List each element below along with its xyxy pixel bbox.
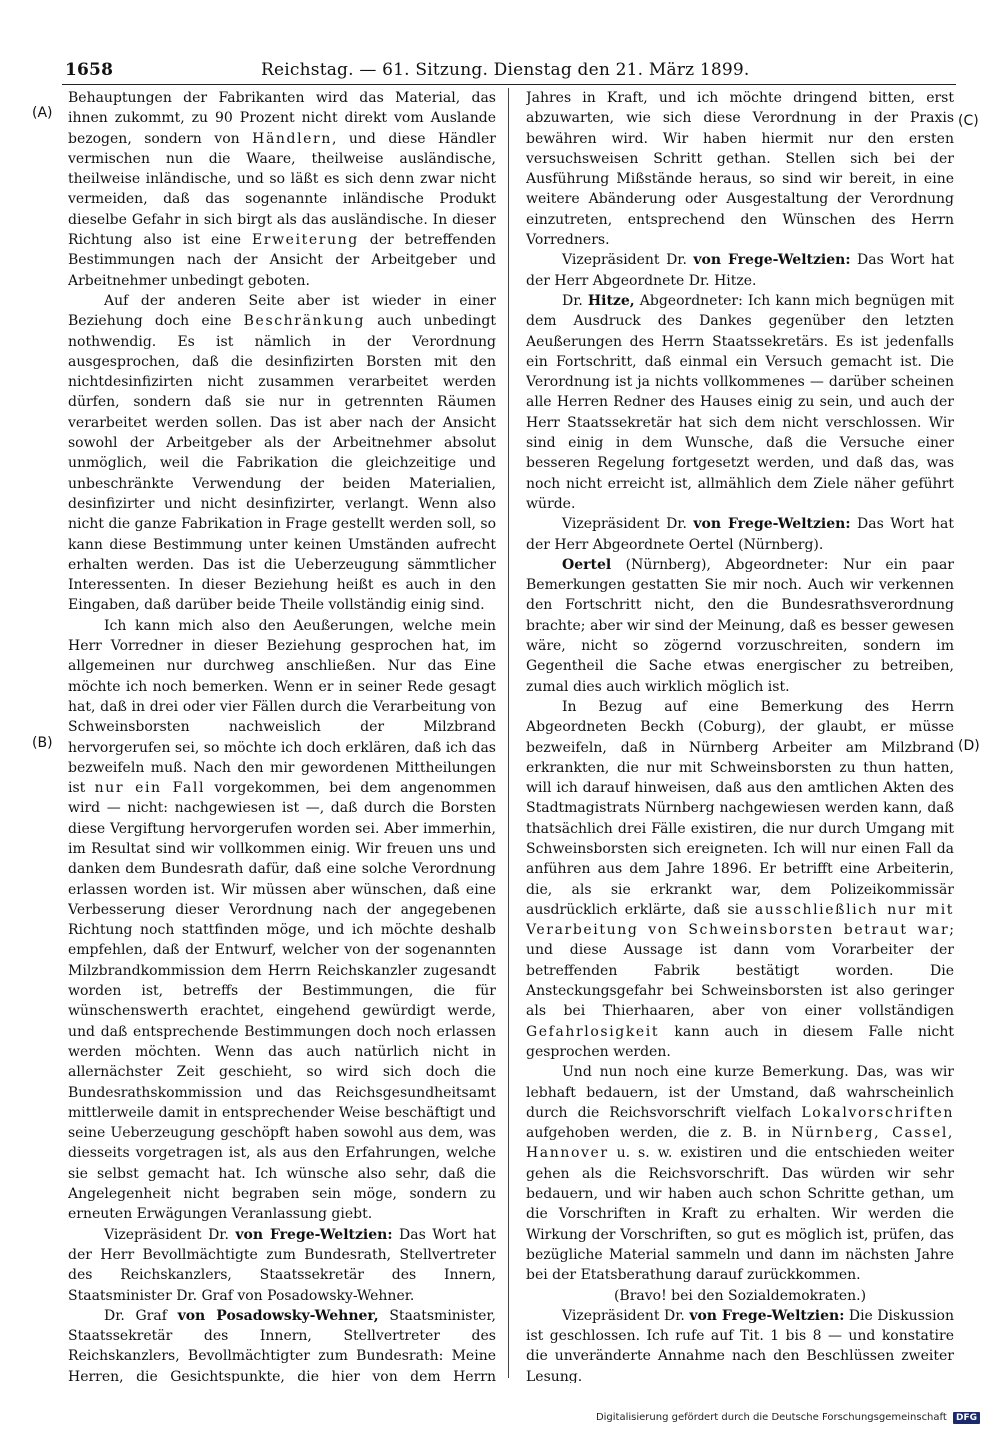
left-paragraph: Auf der anderen Seite aber ist wieder in einer Beziehung doch eine Beschränkung auch unbedingt nothwendig. Es ist nämlich in der Verordnung ausgesprochen, daß die desinfizirten Borsten mit den nichtdesinfizirten nicht zusammen verarbeitet werden dürfen, sondern daß sie nur in getrennten Räumen verarbeitet werden sollen. Das ist aber nach der Ansicht sowohl der Arbeitgeber als der Arbeitnehmer absolut unmöglich, weil die Fabrikation die gleichzeitige und unbeschränkte Verwendung der beiden Materialien, desinfizirter und nicht desinfizirter, verlangt. Wenn also nicht die ganze Fabrikation in Frage gestellt werden soll, so kann diese Bestimmung unter keinen Umständen aufrecht erhalten werden. Das ist die Ueberzeugung sämmtlicher Interessenten. In dieser Beziehung heißt es auch in den Eingaben, daß darüber beide Theile vollständig einig sind. <box>68 292 496 614</box>
right-paragraph: Vizepräsident Dr. von Frege-Weltzien: Das Wort hat der Herr Abgeordnete Oertel (Nürnberg). <box>526 516 954 553</box>
right-paragraph: Vizepräsident Dr. von Frege-Weltzien: Das Wort hat der Herr Abgeordnete Dr. Hitze. <box>526 252 954 289</box>
left-paragraph: Ich kann mich also den Aeußerungen, welche mein Herr Vorredner in dieser Beziehung gesprochen hat, im allgemeinen nur durchweg anschließen. Nur das Eine möchte ich noch bemerken. Wenn er in seiner Rede gesagt hat, daß in drei oder vier Fällen durch die Verarbeitung von Schweinsborsten nachweislich der Milzbrand hervorgerufen sei, so möchte ich doch erklären, daß ich das bezweifeln muß. Nach den mir gewordenen Mittheilungen ist nur ein Fall vorgekommen, bei dem angenommen wird — nicht: nachgewiesen ist —, daß durch die Borsten diese Vergiftung hervorgerufen worden sei. Aber immerhin, im Resultat sind wir vollkommen einig. Wir freuen uns und danken dem Bundesrath dafür, daß eine solche Verordnung erlassen worden ist. Wir müssen aber wünschen, daß eine Verbesserung dieser Verordnung nach der angegebenen Richtung noch stattfinden möge, und ich möchte deshalb empfehlen, daß der Entwurf, welcher von der sogenannten Milzbrandkommission dem Herrn Reichskanzler zugesandt worden ist, betreffs der Bestimmungen, die für wünschenswerth erachtet, eingehend gewürdigt werde, und daß entsprechende Bestimmungen doch noch erlassen werden möchten. Wenn das auch natürlich nicht in allernächster Zeit geschieht, so wird sich doch die Bundesrathskommission und das Reichsgesundheitsamt mittlerweile damit in entsprechender Weise beschäftigt und seine Ueberzeugung geschöpft haben sowohl aus dem, was diesseits vorgetragen ist, als aus den Erfahrungen, welche sie selbst gemacht hat. Ich wünsche also sehr, daß die Angelegenheit nicht begraben sein möge, sondern zu erneuten Erwägungen Veranlassung giebt. <box>68 617 496 1223</box>
right-paragraph: Oertel (Nürnberg), Abgeordneter: Nur ein paar Bemerkungen gestatten Sie mir noch. Auch wir verkennen den Fortschritt nicht, den die Bundesrathsverordnung brachte; aber wir sind der Meinung, daß es besser gewesen wäre, nicht so zögernd vorzuschreiten, sondern im Gegentheil die Sache etwas energischer zu betreiben, zumal dies auch wirklich möglich ist. <box>526 556 954 695</box>
right-paragraph: In Bezug auf eine Bemerkung des Herrn Abgeordneten Beckh (Coburg), der glaubt, er müsse bezweifeln, daß in Nürnberg Arbeiter am Milzbrand erkrankten, die nur mit Schweinsborsten zu thun hatten, will ich darauf hinweisen, daß aus den amtlichen Akten des Stadtmagistrats Nürnberg nachgewiesen werden kann, daß thatsächlich drei Fälle existiren, die nur durch Umgang mit Schweinsborsten sich ereigneten. Ich will nur einen Fall da anführen aus dem Jahre 1896. Er betrifft eine Arbeiterin, die, als sie erkrankt war, dem Polizeikommissär ausdrücklich erklärte, daß sie ausschließlich nur mit Verarbeitung von Schweinsborsten betraut war; und diese Aussage ist dann vom Vorarbeiter der betreffenden Fabrik bestätigt worden. Die Ansteckungsgefahr bei Schweinsborsten ist also geringer als bei Thierhaaren, aber von einer vollständigen Gefahrlosigkeit kann auch in diesem Falle nicht gesprochen werden. <box>526 698 954 1060</box>
margin-marker-d: (D) <box>958 738 980 754</box>
footer-credit <box>596 1412 980 1424</box>
footer-text: Digitalisierung gefördert durch die Deutsche Forschungsgemeinschaft <box>595 1412 947 1423</box>
dfg-logo-icon: DFG <box>953 1412 980 1424</box>
page-header <box>65 58 945 82</box>
page-number: 1658 <box>65 60 114 80</box>
right-paragraph: Vizepräsident Dr. von Frege-Weltzien: Die Diskussion ist geschlossen. Ich rufe auf Tit. 1 bis 8 — und konstatire die unveränderte Annahme nach den Beschlüssen zweiter Lesung. <box>526 1307 954 1383</box>
left-paragraph: Dr. Graf von Posadowsky-Wehner, Staatsminister, Staatssekretär des Innern, Stellvertreter des Reichskanzlers, Bevollmächtigter zum Bundesrath: Meine Herren, die Gesichtspunkte, die hier von dem Herrn <box>68 1307 496 1383</box>
running-title: Reichstag. — 61. Sitzung. Dienstag den 21. März 1899. <box>261 60 750 80</box>
margin-marker-c: (C) <box>958 113 979 129</box>
margin-marker-b: (B) <box>32 735 53 751</box>
column-divider <box>508 88 509 1378</box>
right-paragraph: Jahres in Kraft, und ich möchte dringend bitten, erst abzuwarten, wie sich diese Verordnung in der Praxis bewähren wird. Wir haben hiermit nur den ersten versuchsweisen Schritt gethan. Stellen sich bei der Ausführung Mißstände heraus, so sind wir bereit, in eine weitere Abänderung oder Ausgestaltung der Verordnung einzutreten, entsprechend den Wünschen des Herrn Vorredners. <box>526 90 954 249</box>
right-paragraph: Und nun noch eine kurze Bemerkung. Das, was wir lebhaft bedauern, ist der Umstand, daß wahrscheinlich durch die Reichsvorschrift vielfach Lokalvorschriften aufgehoben werden, die z. B. in Nürnberg, Cassel, Hannover u. s. w. existiren und die entschieden weiter gehen als die Reichsvorschrift. Das würden wir sehr bedauern, und wir haben auch schon Schritte gethan, um die Vorschriften in Kraft zu erhalten. Wir werden die Wirkung der Vorschriften, so gut es möglich ist, prüfen, das bezügliche Material sammeln und dann im nächsten Jahre bei der Etatsberathung darauf zurückkommen. <box>526 1064 954 1284</box>
header-rule <box>62 84 956 85</box>
left-paragraph: Vizepräsident Dr. von Frege-Weltzien: Das Wort hat der Herr Bevollmächtigte zum Bundesrath, Stellvertreter des Reichskanzlers, Staatssekretär des Innern, Staatsminister Dr. Graf von Posadowsky-Wehner. <box>68 1226 496 1304</box>
right-paragraph: (Bravo! bei den Sozialdemokraten.) <box>613 1287 867 1304</box>
right-column <box>526 88 954 1383</box>
left-paragraph: Behauptungen der Fabrikanten wird das Material, das ihnen zukommt, zu 90 Prozent nicht direkt vom Auslande bezogen, sondern von Händlern, und diese Händler vermischen nun die Waare, theilweise ausländische, theilweise inländische, und so läßt es sich denn zwar nicht vermeiden, daß das sogenannte inländische Produkt dieselbe Gefahr in sich birgt als das ausländische. In dieser Richtung also ist eine Erweiterung der betreffenden Bestimmungen nach der Ansicht der Arbeitgeber und Arbeitnehmer unbedingt geboten. <box>68 90 496 289</box>
margin-marker-a: (A) <box>32 105 53 121</box>
right-paragraph: Dr. Hitze, Abgeordneter: Ich kann mich begnügen mit dem Ausdruck des Dankes gegenüber den letzten Aeußerungen des Herrn Staatssekretärs. Es ist jedenfalls ein Fortschritt, daß einmal ein Versuch gemacht ist. Die Verordnung ist ja nichts vollkommenes — darüber scheinen alle Herren Redner des Hauses einig zu sein, und auch der Herr Staatssekretär hat sich dem nicht verschlossen. Wir sind einig in dem Wunsche, daß die Versuche einer besseren Regelung fortgesetzt werden, und daß das, was noch nicht erreicht ist, allmählich dem Ziele näher geführt würde. <box>526 292 954 512</box>
left-column <box>68 88 496 1383</box>
